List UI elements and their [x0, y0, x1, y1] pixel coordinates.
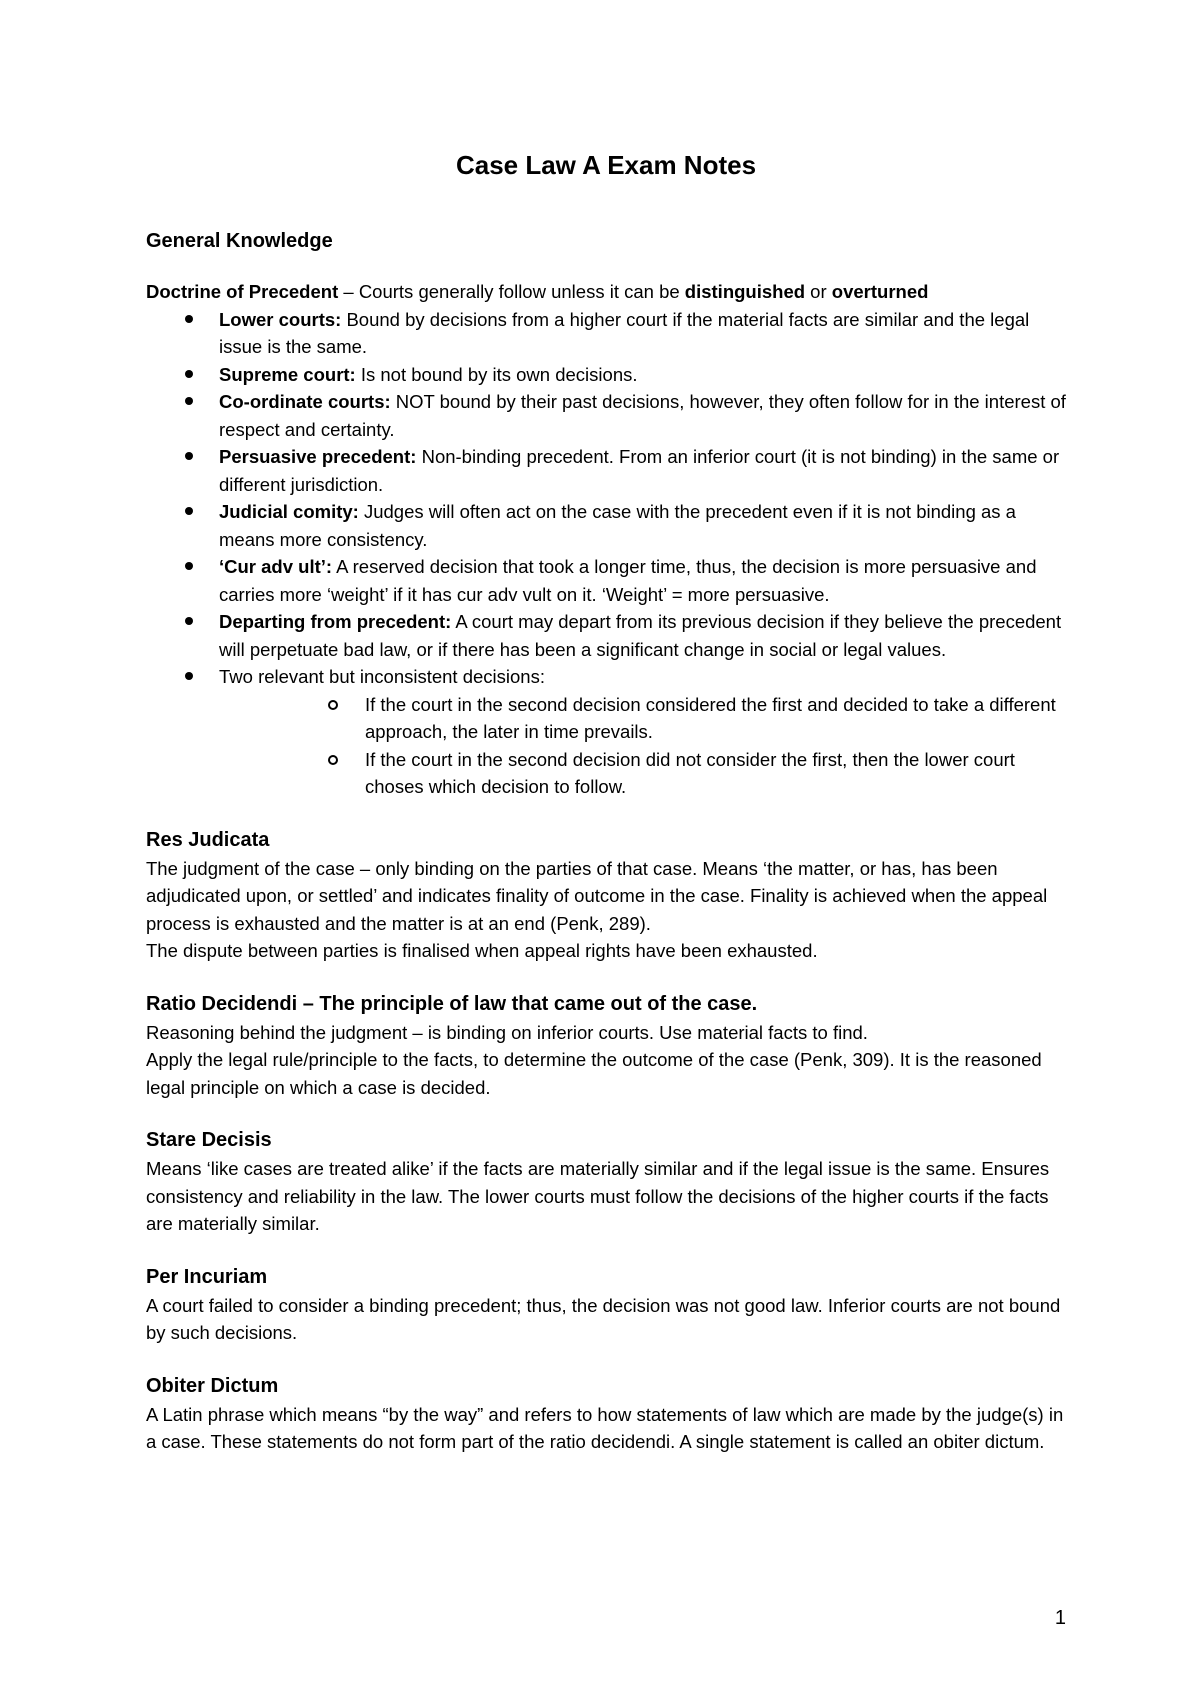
list-item: Supreme court: Is not bound by its own decisions. [146, 361, 1066, 389]
list-item: ‘Cur adv ult’: A reserved decision that took a longer time, thus, the decision is more persuasive and carries more ‘weight’ if it has cur adv vult on it. ‘Weight’ = more persuasive. [146, 553, 1066, 608]
paragraph: The judgment of the case – only binding on the parties of that case. Means ‘the matter, or has, has been adjudicated upon, or settled’ and indicates finality of outcome in the case. Finality is achieved when the appeal process is exhausted and the matter is at an end (Penk, 289). [146, 857, 1048, 934]
section-res-judicata [146, 825, 1066, 965]
section-stare-decisis [146, 1125, 1066, 1238]
list-item: Persuasive precedent: Non-binding precedent. From an inferior court (it is not binding) in the same or different jurisdiction. [146, 443, 1066, 498]
paragraph: Apply the legal rule/principle to the facts, to determine the outcome of the case (Penk, 309). It is the reasoned legal principle on which a case is decided. [146, 1049, 1042, 1098]
section-heading-general-knowledge: General Knowledge [146, 230, 333, 252]
doctrine-term: Doctrine of Precedent [146, 281, 339, 302]
section-heading: Stare Decisis [146, 1129, 272, 1151]
list-item: Two relevant but inconsistent decisions: If the court in the second decision considered the first and decided to take a different approach, the later in time prevails. If the court in the second decision did not consider the first, then the lower court choses which decision to follow. [146, 663, 1066, 801]
page-number: 1 [1054, 1607, 1066, 1629]
list-item: Departing from precedent: A court may depart from its previous decision if they believe the precedent will perpetuate bad law, or if there has been a significant change in social or legal values. [146, 608, 1066, 663]
list-item: Lower courts: Bound by decisions from a higher court if the material facts are similar and the legal issue is the same. [146, 306, 1066, 361]
document-page [146, 148, 1066, 1456]
precedent-bullet-list [146, 306, 1066, 801]
paragraph: A Latin phrase which means “by the way” and refers to how statements of law which are made by the judge(s) in a case. These statements do not form part of the ratio decidendi. A single statement is called an obiter dictum. [146, 1403, 1064, 1452]
inconsistent-decisions-sublist [219, 691, 1066, 801]
paragraph: A court failed to consider a binding precedent; thus, the decision was not good law. Inferior courts are not bound by such decisions. [146, 1294, 1061, 1343]
doctrine-intro: Doctrine of Precedent – Courts generally follow unless it can be distinguished or overturned [146, 281, 929, 302]
section-obiter-dictum [146, 1371, 1066, 1456]
section-heading: Ratio Decidendi – The principle of law that came out of the case. [146, 992, 758, 1015]
list-item: Co-ordinate courts: NOT bound by their past decisions, however, they often follow for in the interest of respect and certainty. [146, 388, 1066, 443]
section-per-incuriam [146, 1262, 1066, 1347]
paragraph: Reasoning behind the judgment – is binding on inferior courts. Use material facts to find. [146, 1021, 868, 1043]
paragraph: The dispute between parties is finalised when appeal rights have been exhausted. [146, 940, 818, 961]
document-title: Case Law A Exam Notes [455, 150, 757, 180]
sub-list-item: If the court in the second decision considered the first and decided to take a different approach, the later in time prevails. [219, 691, 1066, 746]
section-heading: Per Incuriam [146, 1265, 268, 1288]
section-heading: Res Judicata [146, 828, 270, 851]
list-item: Judicial comity: Judges will often act on the case with the precedent even if it is not binding as a means more consistency. [146, 498, 1066, 553]
sub-list-item: If the court in the second decision did not consider the first, then the lower court choses which decision to follow. [219, 746, 1066, 801]
paragraph: Means ‘like cases are treated alike’ if the facts are materially similar and if the legal issue is the same. Ensures consistency and reliability in the law. The lower courts must follow the decisions of the higher courts if the facts are materially similar. [146, 1158, 1050, 1234]
section-ratio-decidendi [146, 989, 1066, 1102]
section-heading: Obiter Dictum [146, 1374, 279, 1397]
